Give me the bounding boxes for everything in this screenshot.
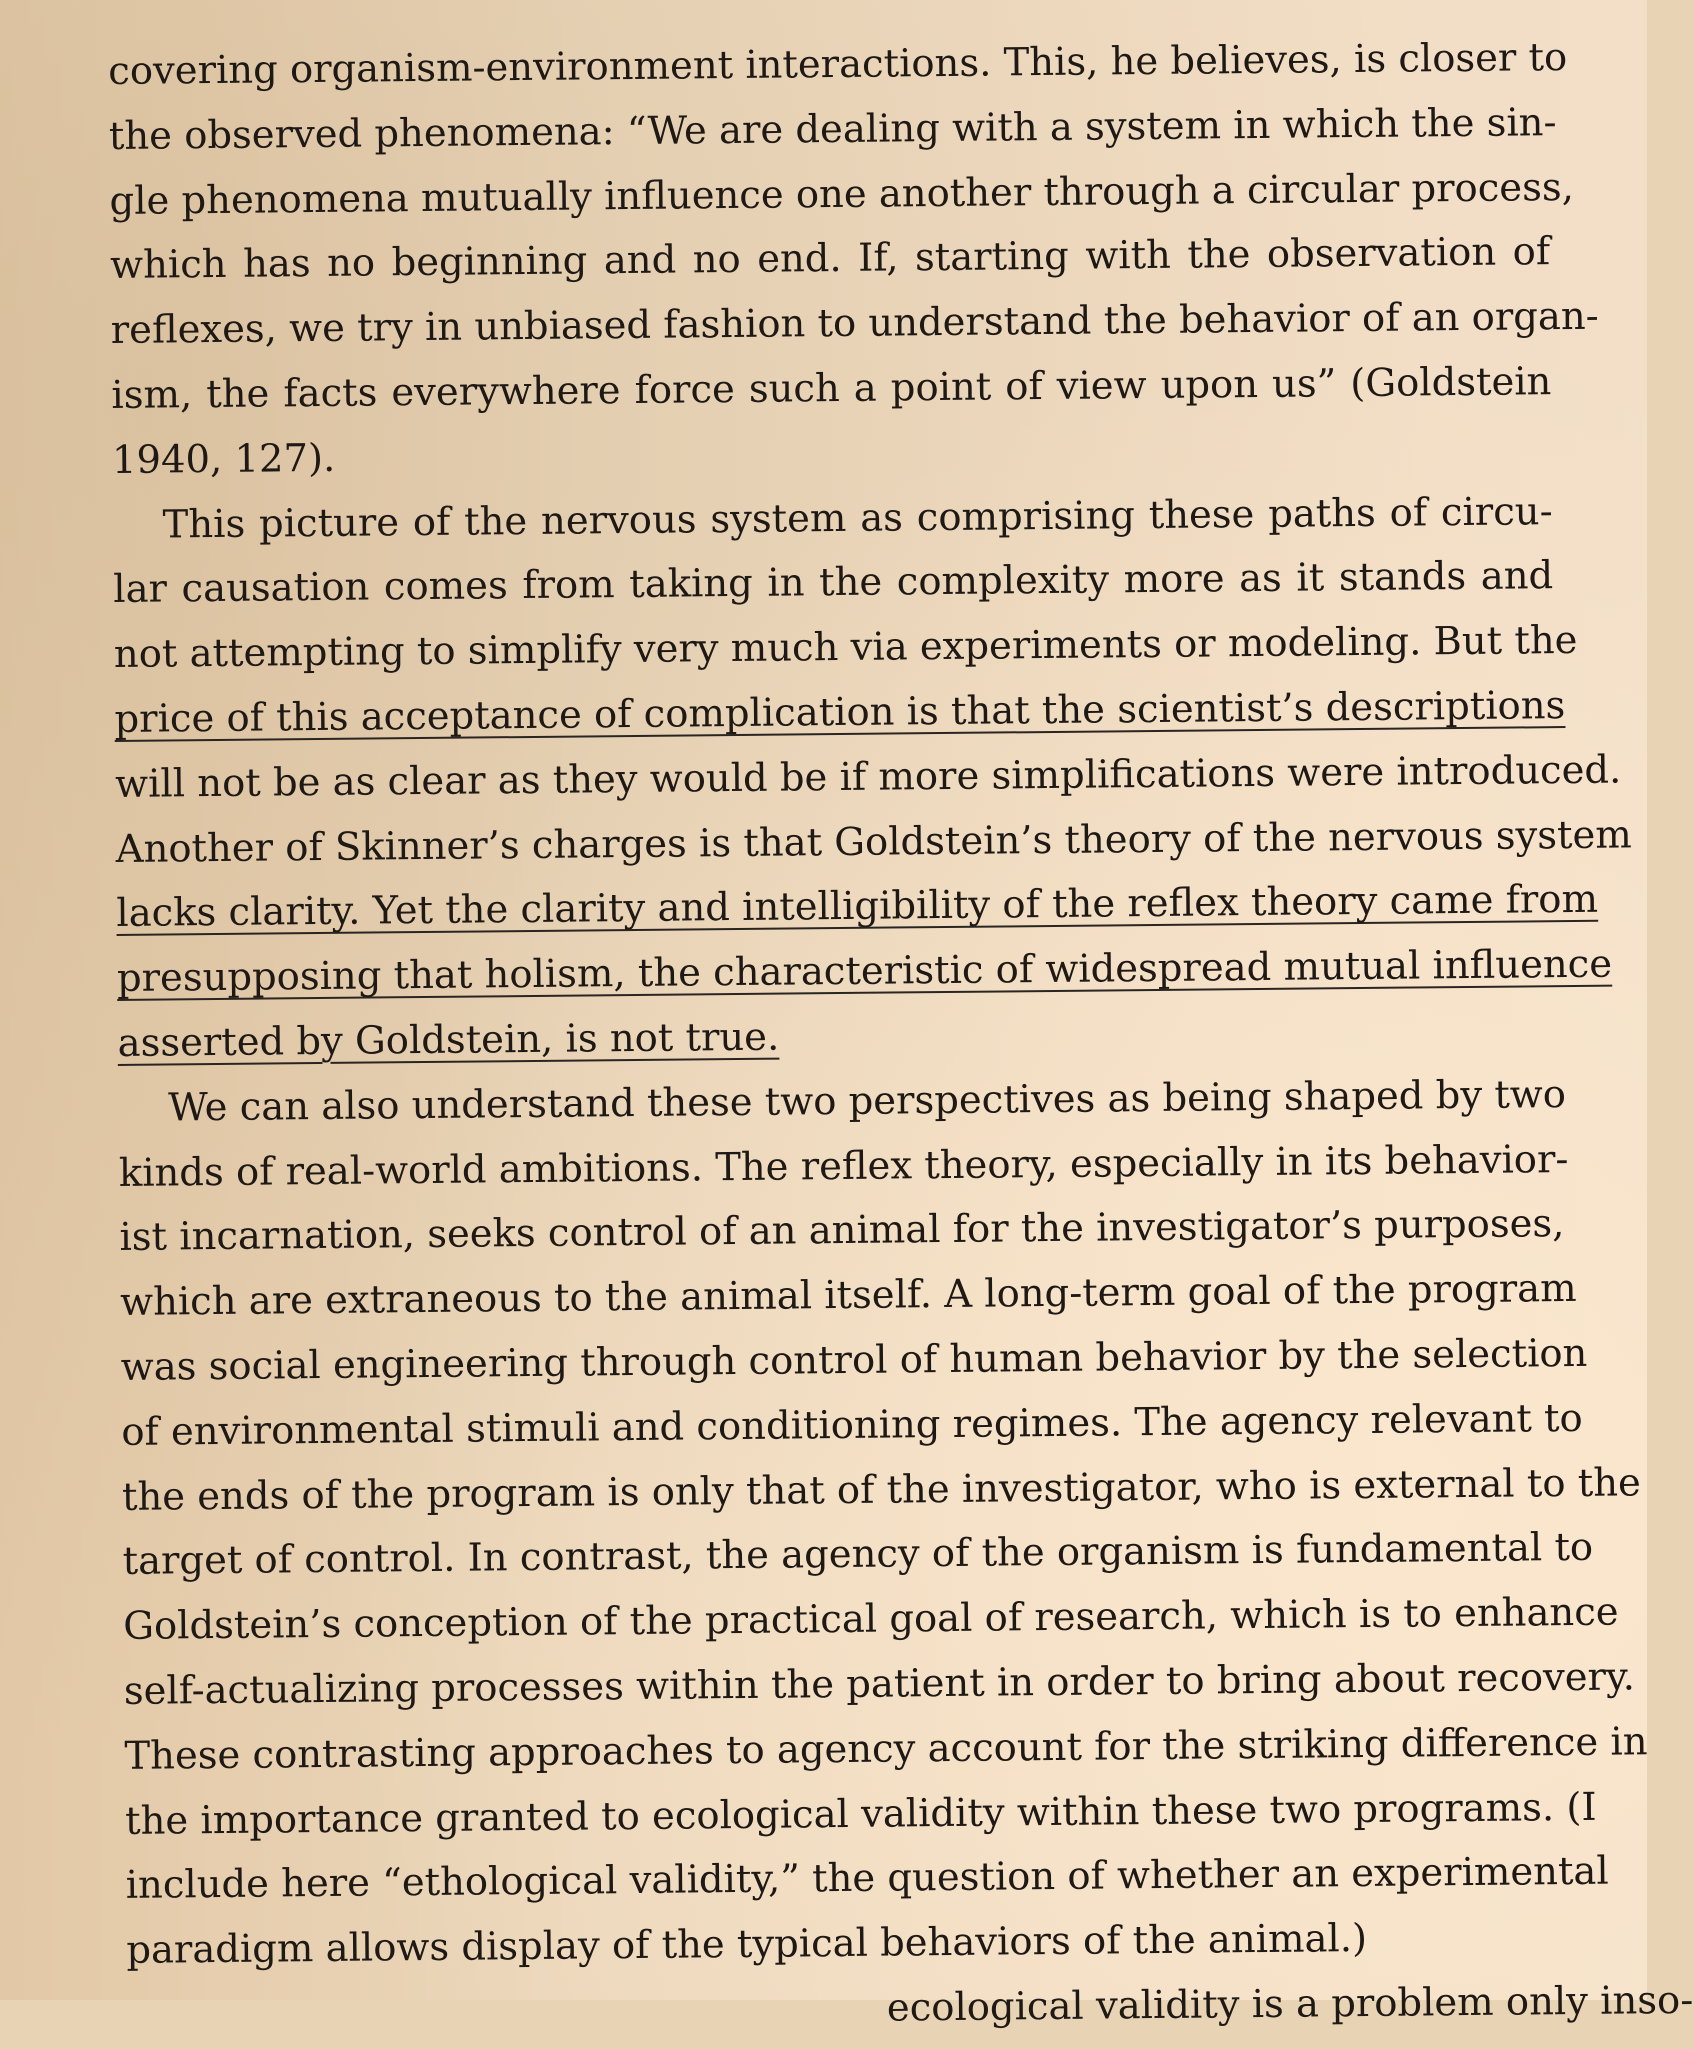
text-segment: Another of Skinner’s charges is that Goldstein’s theory of the nervous system [115,811,1633,872]
partial-text-line [127,1970,1694,2049]
text-segment: which are extraneous to the animal itself. A long-term goal of the program [119,1266,1577,1326]
text-segment: kinds of real-world ambitions. The reflex theory, especially in its behavior- [118,1136,1569,1196]
text-segment: gle phenomena mutually influence one another through a circular process, [109,164,1575,224]
text-segment: the importance granted to ecological validity within these two programs. (I [124,1784,1597,1844]
text-segment: include here “ethological validity,” the question of whether an experimental [125,1848,1609,1909]
body-text [108,26,1694,2048]
underlined-text: presupposing that holism, the characteristic of widespread mutual influence [116,941,1613,1002]
text-segment: ism, the facts everywhere force such a point of view upon us” (Goldstein [111,359,1552,418]
underlined-text: price of this acceptance of complication is that the scientist’s descriptions [114,683,1566,742]
text-segment: will not be as clear as they would be if more simplifications were introduced. [114,747,1622,807]
text-line [116,933,1613,1012]
text-segment: of environmental stimuli and conditioning regimes. The agency relevant to [121,1395,1583,1455]
text-segment: which has no beginning and no end. If, starting with the observation of [109,229,1551,289]
text-segment: reflexes, we try in unbiased fashion to understand the behavior of an organ- [110,293,1599,354]
text-segment: We can also understand these two perspectives as being shaped by two [168,1071,1567,1131]
text-segment: 1940, 127). [111,435,336,483]
underlined-text: lacks clarity. Yet the clarity and intelligibility of the reflex theory came from [116,877,1599,937]
text-segment: covering organism-environment interactions. This, he believes, is closer to [108,34,1568,94]
text-segment: ecological validity is a problem only inso- [886,1977,1694,2031]
text-line [111,350,1552,429]
text-segment: paradigm allows display of the typical behaviors of the animal.) [126,1916,1368,1974]
text-segment: target of control. In contrast, the agency of the organism is fundamental to [122,1525,1594,1585]
text-segment: ist incarnation, seeks control of an animal for the investigator’s purposes, [119,1201,1565,1261]
text-segment: These contrasting approaches to agency account for the striking difference in [124,1719,1648,1779]
text-segment: was social engineering through control of human behavior by the selection [120,1330,1588,1390]
text-segment: the observed phenomena: “We are dealing with a system in which the sin- [108,99,1557,159]
text-segment: This picture of the nervous system as comprising these paths of circu- [162,488,1553,548]
text-segment: not attempting to simplify very much via experiments or modeling. But the [113,618,1578,678]
text-segment: Goldstein’s conception of the practical goal of research, which is to enhance [123,1589,1619,1650]
text-segment: lar causation comes from taking in the complexity more as it stands and [113,553,1554,613]
text-segment: the ends of the program is only that of the investigator, who is external to the [121,1459,1642,1520]
underlined-text: asserted by Goldstein, is not true. [117,1014,780,1066]
text-segment: self-actualizing processes within the patient in order to bring about recovery. [123,1654,1636,1714]
